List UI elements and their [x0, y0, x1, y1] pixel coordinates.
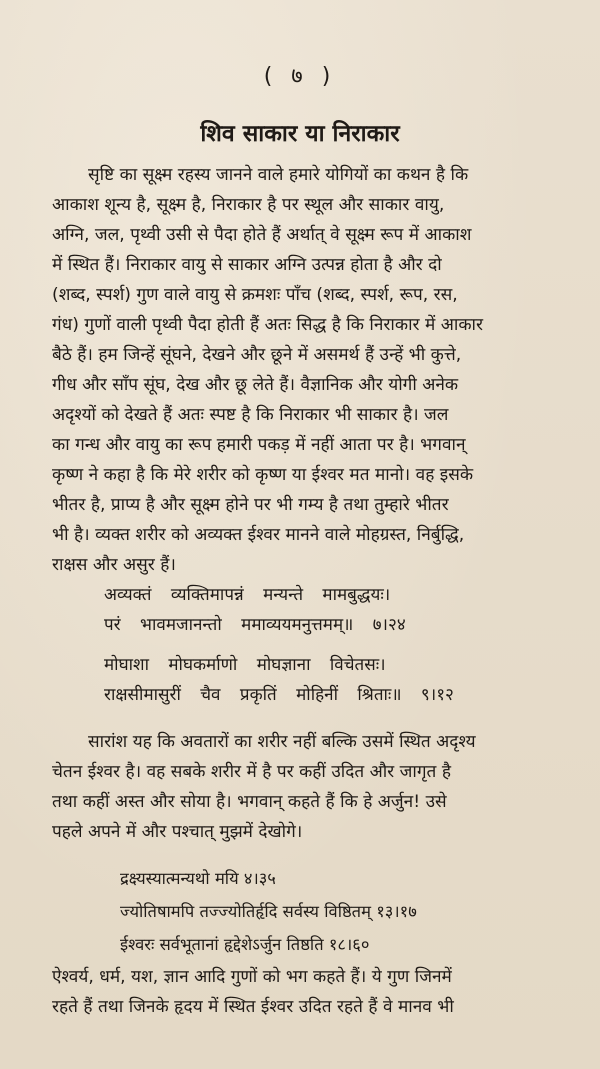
verse-line: अव्यक्तं व्यक्तिमापन्नं मन्यन्ते मामबुद्धयः।	[104, 585, 391, 605]
paragraph-intro	[52, 160, 572, 580]
verse-line: मोघाशा मोघकर्माणो मोघज्ञाना विचेतसः।	[104, 655, 386, 675]
sanskrit-verse-2	[104, 650, 574, 710]
quote-line: ईश्वरः सर्वभूतानां हृद्देशेऽर्जुन तिष्ठति १८।६०	[120, 935, 370, 954]
chapter-title: शिव साकार या निराकार	[200, 121, 400, 147]
text-line: गीध और साँप सूंघ, देख और छू लेते हैं। वैज्ञानिक और योगी अनेक	[52, 375, 459, 395]
text-line: में स्थित हैं। निराकार वायु से साकार अग्नि उत्पन्न होता है और दो	[52, 255, 442, 275]
text-line: भी है। व्यक्त शरीर को अव्यक्त ईश्वर मानने वाले मोहग्रस्त, निर्बुद्धि,	[52, 525, 465, 545]
text-line: आकाश शून्य है, सूक्ष्म है, निराकार है पर स्थूल और साकार वायु,	[52, 195, 445, 215]
text-line: ऐश्वर्य, धर्म, यश, ज्ञान आदि गुणों को भग कहते हैं। ये गुण जिनमें	[52, 967, 452, 987]
paragraph-summary	[52, 727, 572, 847]
scripture-quotes	[120, 862, 580, 961]
text-line: गंध) गुणों वाली पृथ्वी पैदा होती हैं अतः सिद्ध है कि निराकार में आकार	[52, 315, 484, 335]
text-line: सारांश यह कि अवतारों का शरीर नहीं बल्कि उसमें स्थित अदृश्य	[88, 732, 476, 752]
text-line: पहले अपने में और पश्चात् मुझमें देखोगे।	[52, 822, 303, 842]
page-number: ( ७ )	[263, 64, 337, 89]
quote-line: द्रक्ष्यस्यात्मन्यथो मयि ४।३५	[120, 869, 276, 888]
sanskrit-verse-1	[104, 580, 574, 640]
text-line: रहते हैं तथा जिनके हृदय में स्थित ईश्वर उदित रहते हैं वे मानव भी	[52, 997, 454, 1017]
text-line: तथा कहीं अस्त और सोया है। भगवान् कहते हैं कि हे अर्जुन! उसे	[52, 792, 447, 812]
text-line: अग्नि, जल, पृथ्वी उसी से पैदा होते हैं अर्थात् वे सूक्ष्म रूप में आकाश	[52, 225, 472, 245]
text-line: चेतन ईश्वर है। वह सबके शरीर में है पर कहीं उदित और जागृत है	[52, 762, 451, 782]
quote-line: ज्योतिषामपि तज्ज्योतिर्हृदि सर्वस्य विष्ठितम् १३।१७	[120, 902, 417, 921]
text-line: सृष्टि का सूक्ष्म रहस्य जानने वाले हमारे योगियों का कथन है कि	[88, 165, 469, 185]
paragraph-closing	[52, 962, 572, 1022]
verse-line: परं भावमजानन्तो ममाव्ययमनुत्तमम्॥ ७।२४	[104, 615, 406, 635]
text-line: राक्षस और असुर हैं।	[52, 555, 176, 575]
text-line: भीतर है, प्राप्य है और सूक्ष्म होने पर भी गम्य है तथा तुम्हारे भीतर	[52, 495, 449, 515]
text-line: बैठे हैं। हम जिन्हें सूंघने, देखने और छूने में असमर्थ हैं उन्हें भी कुत्ते,	[52, 345, 462, 365]
text-line: कृष्ण ने कहा है कि मेरे शरीर को कृष्ण या ईश्वर मत मानो। वह इसके	[52, 465, 474, 485]
text-line: का गन्ध और वायु का रूप हमारी पकड़ में नहीं आता पर है। भगवान्	[52, 435, 466, 455]
text-line: अदृश्यों को देखते हैं अतः स्पष्ट है कि निराकार भी साकार है। जल	[52, 405, 449, 425]
verse-line: राक्षसीमासुरीं चैव प्रकृतिं मोहिनीं श्रिताः॥ ९।१२	[104, 685, 454, 705]
text-line: (शब्द, स्पर्श) गुण वाले वायु से क्रमशः पाँच (शब्द, स्पर्श, रूप, रस,	[52, 285, 458, 305]
